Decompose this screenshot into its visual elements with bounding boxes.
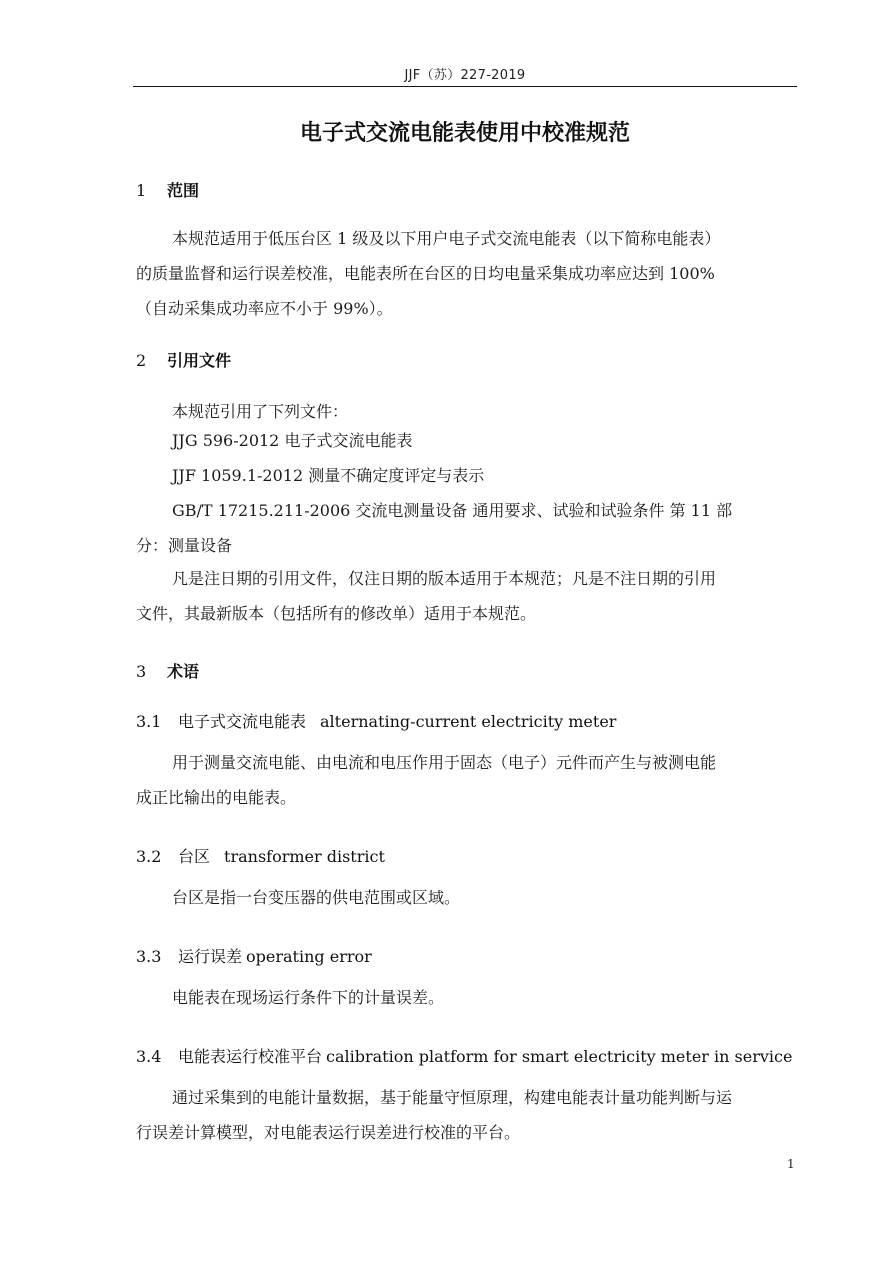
page-number: 1 bbox=[787, 1157, 795, 1171]
definition-line-1: 用于测量交流电能、由电流和电压作用于固态（电子）元件而产生与被测电能 bbox=[172, 753, 717, 772]
term-number: 3.2 bbox=[136, 847, 162, 866]
term-heading-3-2 bbox=[136, 844, 385, 867]
references-note bbox=[136, 561, 798, 631]
page-header-code: JJF（苏）227-2019 bbox=[404, 68, 526, 83]
term-heading-3-3 bbox=[136, 944, 372, 967]
reference-doc-2: JJF 1059.1-2012 测量不确定度评定与表示 bbox=[172, 466, 485, 485]
section-number: 2 bbox=[136, 351, 147, 370]
term-english: alternating-current electricity meter bbox=[320, 712, 617, 731]
term-definition-3-4 bbox=[136, 1080, 798, 1150]
definition-line-1: 台区是指一台变压器的供电范围或区域。 bbox=[172, 888, 461, 907]
section-heading-references bbox=[136, 348, 231, 371]
definition-line-2: 行误差计算模型，对电能表运行误差进行校准的平台。 bbox=[136, 1123, 521, 1142]
term-heading-3-4 bbox=[136, 1044, 792, 1067]
references-note-line-2: 文件，其最新版本（包括所有的修改单）适用于本规范。 bbox=[136, 604, 537, 623]
document-title: 电子式交流电能表使用中校准规范 bbox=[299, 121, 630, 146]
term-english: calibration platform for smart electricity meter in service bbox=[326, 1047, 793, 1066]
header-rule bbox=[133, 86, 797, 87]
term-english: transformer district bbox=[224, 847, 385, 866]
term-number: 3.1 bbox=[136, 712, 162, 731]
section-title: 范围 bbox=[167, 181, 200, 200]
term-chinese: 电子式交流电能表 bbox=[178, 712, 307, 731]
term-number: 3.4 bbox=[136, 1047, 162, 1066]
section-number: 3 bbox=[136, 662, 147, 681]
scope-line-1: 本规范适用于低压台区 1 级及以下用户电子式交流电能表（以下简称电能表） bbox=[172, 229, 721, 248]
section-number: 1 bbox=[136, 181, 147, 200]
reference-doc-1: JJG 596-2012 电子式交流电能表 bbox=[172, 431, 413, 450]
term-chinese: 台区 bbox=[178, 847, 211, 866]
term-chinese: 运行误差 bbox=[178, 947, 243, 966]
section-heading-scope bbox=[136, 178, 199, 201]
definition-line-1: 通过采集到的电能计量数据，基于能量守恒原理，构建电能表计量功能判断与运 bbox=[172, 1088, 733, 1107]
term-definition-3-3 bbox=[136, 980, 798, 1015]
definition-line-2: 成正比输出的电能表。 bbox=[136, 788, 297, 807]
term-chinese: 电能表运行校准平台 bbox=[178, 1047, 323, 1066]
section-heading-terms bbox=[136, 659, 199, 682]
references-note-line-1: 凡是注日期的引用文件，仅注日期的版本适用于本规范；凡是不注日期的引用 bbox=[172, 569, 717, 588]
reference-doc-3: GB/T 17215.211-2006 交流电测量设备 通用要求、试验和试验条件 第 11 部 bbox=[172, 501, 733, 520]
reference-doc-3-continued: 分：测量设备 bbox=[136, 536, 233, 555]
references-intro: 本规范引用了下列文件： bbox=[172, 402, 349, 421]
section-title: 引用文件 bbox=[167, 351, 232, 370]
scope-line-3: （自动采集成功率应不小于 99%）。 bbox=[136, 299, 393, 318]
definition-line-1: 电能表在现场运行条件下的计量误差。 bbox=[172, 988, 445, 1007]
term-heading-3-1 bbox=[136, 709, 616, 732]
scope-line-2: 的质量监督和运行误差校准，电能表所在台区的日均电量采集成功率应达到 100% bbox=[136, 264, 715, 283]
term-definition-3-2 bbox=[136, 880, 798, 915]
section-title: 术语 bbox=[167, 662, 200, 681]
term-english: operating error bbox=[246, 947, 372, 966]
term-number: 3.3 bbox=[136, 947, 162, 966]
scope-paragraph bbox=[136, 221, 798, 326]
term-definition-3-1 bbox=[136, 745, 798, 815]
